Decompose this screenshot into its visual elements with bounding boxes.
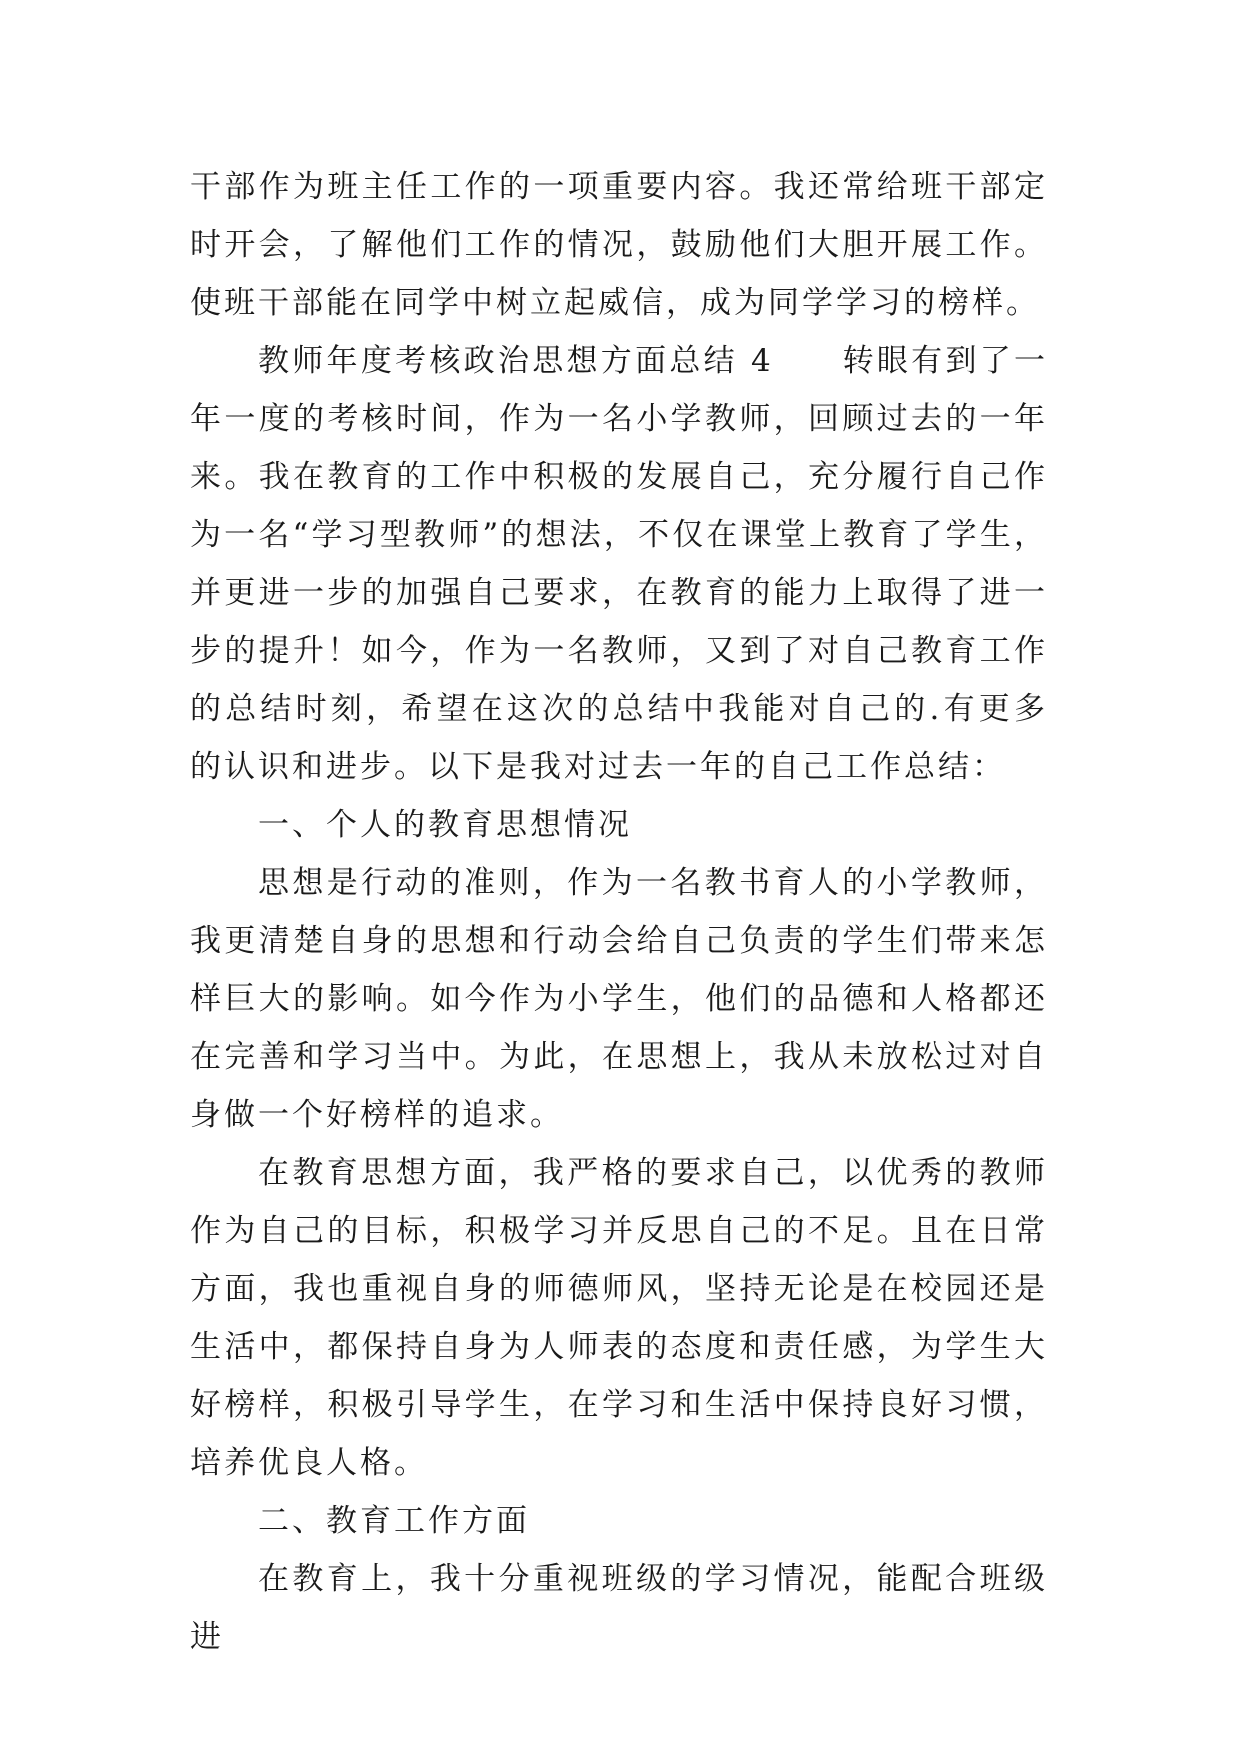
- paragraph-3: 思想是行动的准则，作为一名教书育人的小学教师，我更清楚自身的思想和行动会给自己负责的学生们带来怎样巨大的影响。如今作为小学生，他们的品德和人格都还在完善和学习当中。为此，在思想上，我从未放松过对自身做一个好榜样的追求。: [190, 865, 1048, 1133]
- paragraph-5: 在教育上，我十分重视班级的学习情况，能配合班级进: [190, 1561, 1048, 1655]
- paragraph-4: 在教育思想方面，我严格的要求自己，以优秀的教师作为自己的目标，积极学习并反思自己的不足。且在日常方面，我也重视自身的师德师风，坚持无论是在校园还是生活中，都保持自身为人师表的态度和责任感，为学生大好榜样，积极引导学生，在学习和生活中保持良好习惯，培养优良人格。: [190, 1155, 1048, 1481]
- section-heading-1: 一、个人的教育思想情况: [258, 807, 632, 843]
- paragraph-1: 干部作为班主任工作的一项重要内容。我还常给班干部定时开会，了解他们工作的情况，鼓励他们大胆开展工作。使班干部能在同学中树立起威信，成为同学学习的榜样。: [190, 169, 1048, 321]
- document-body: [190, 158, 1048, 1666]
- paragraph-2: 教师年度考核政治思想方面总结 4 转眼有到了一年一度的考核时间，作为一名小学教师，回顾过去的一年来。我在教育的工作中积极的发展自己，充分履行自己作为一名“学习型教师”的想法，不仅在课堂上教育了学生，并更进一步的加强自己要求，在教育的能力上取得了进一步的提升！如今，作为一名教师，又到了对自己教育工作的总结时刻，希望在这次的总结中我能对自己的.有更多的认识和进步。以下是我对过去一年的自己工作总结：: [190, 343, 1048, 785]
- section-heading-2: 二、教育工作方面: [258, 1503, 530, 1539]
